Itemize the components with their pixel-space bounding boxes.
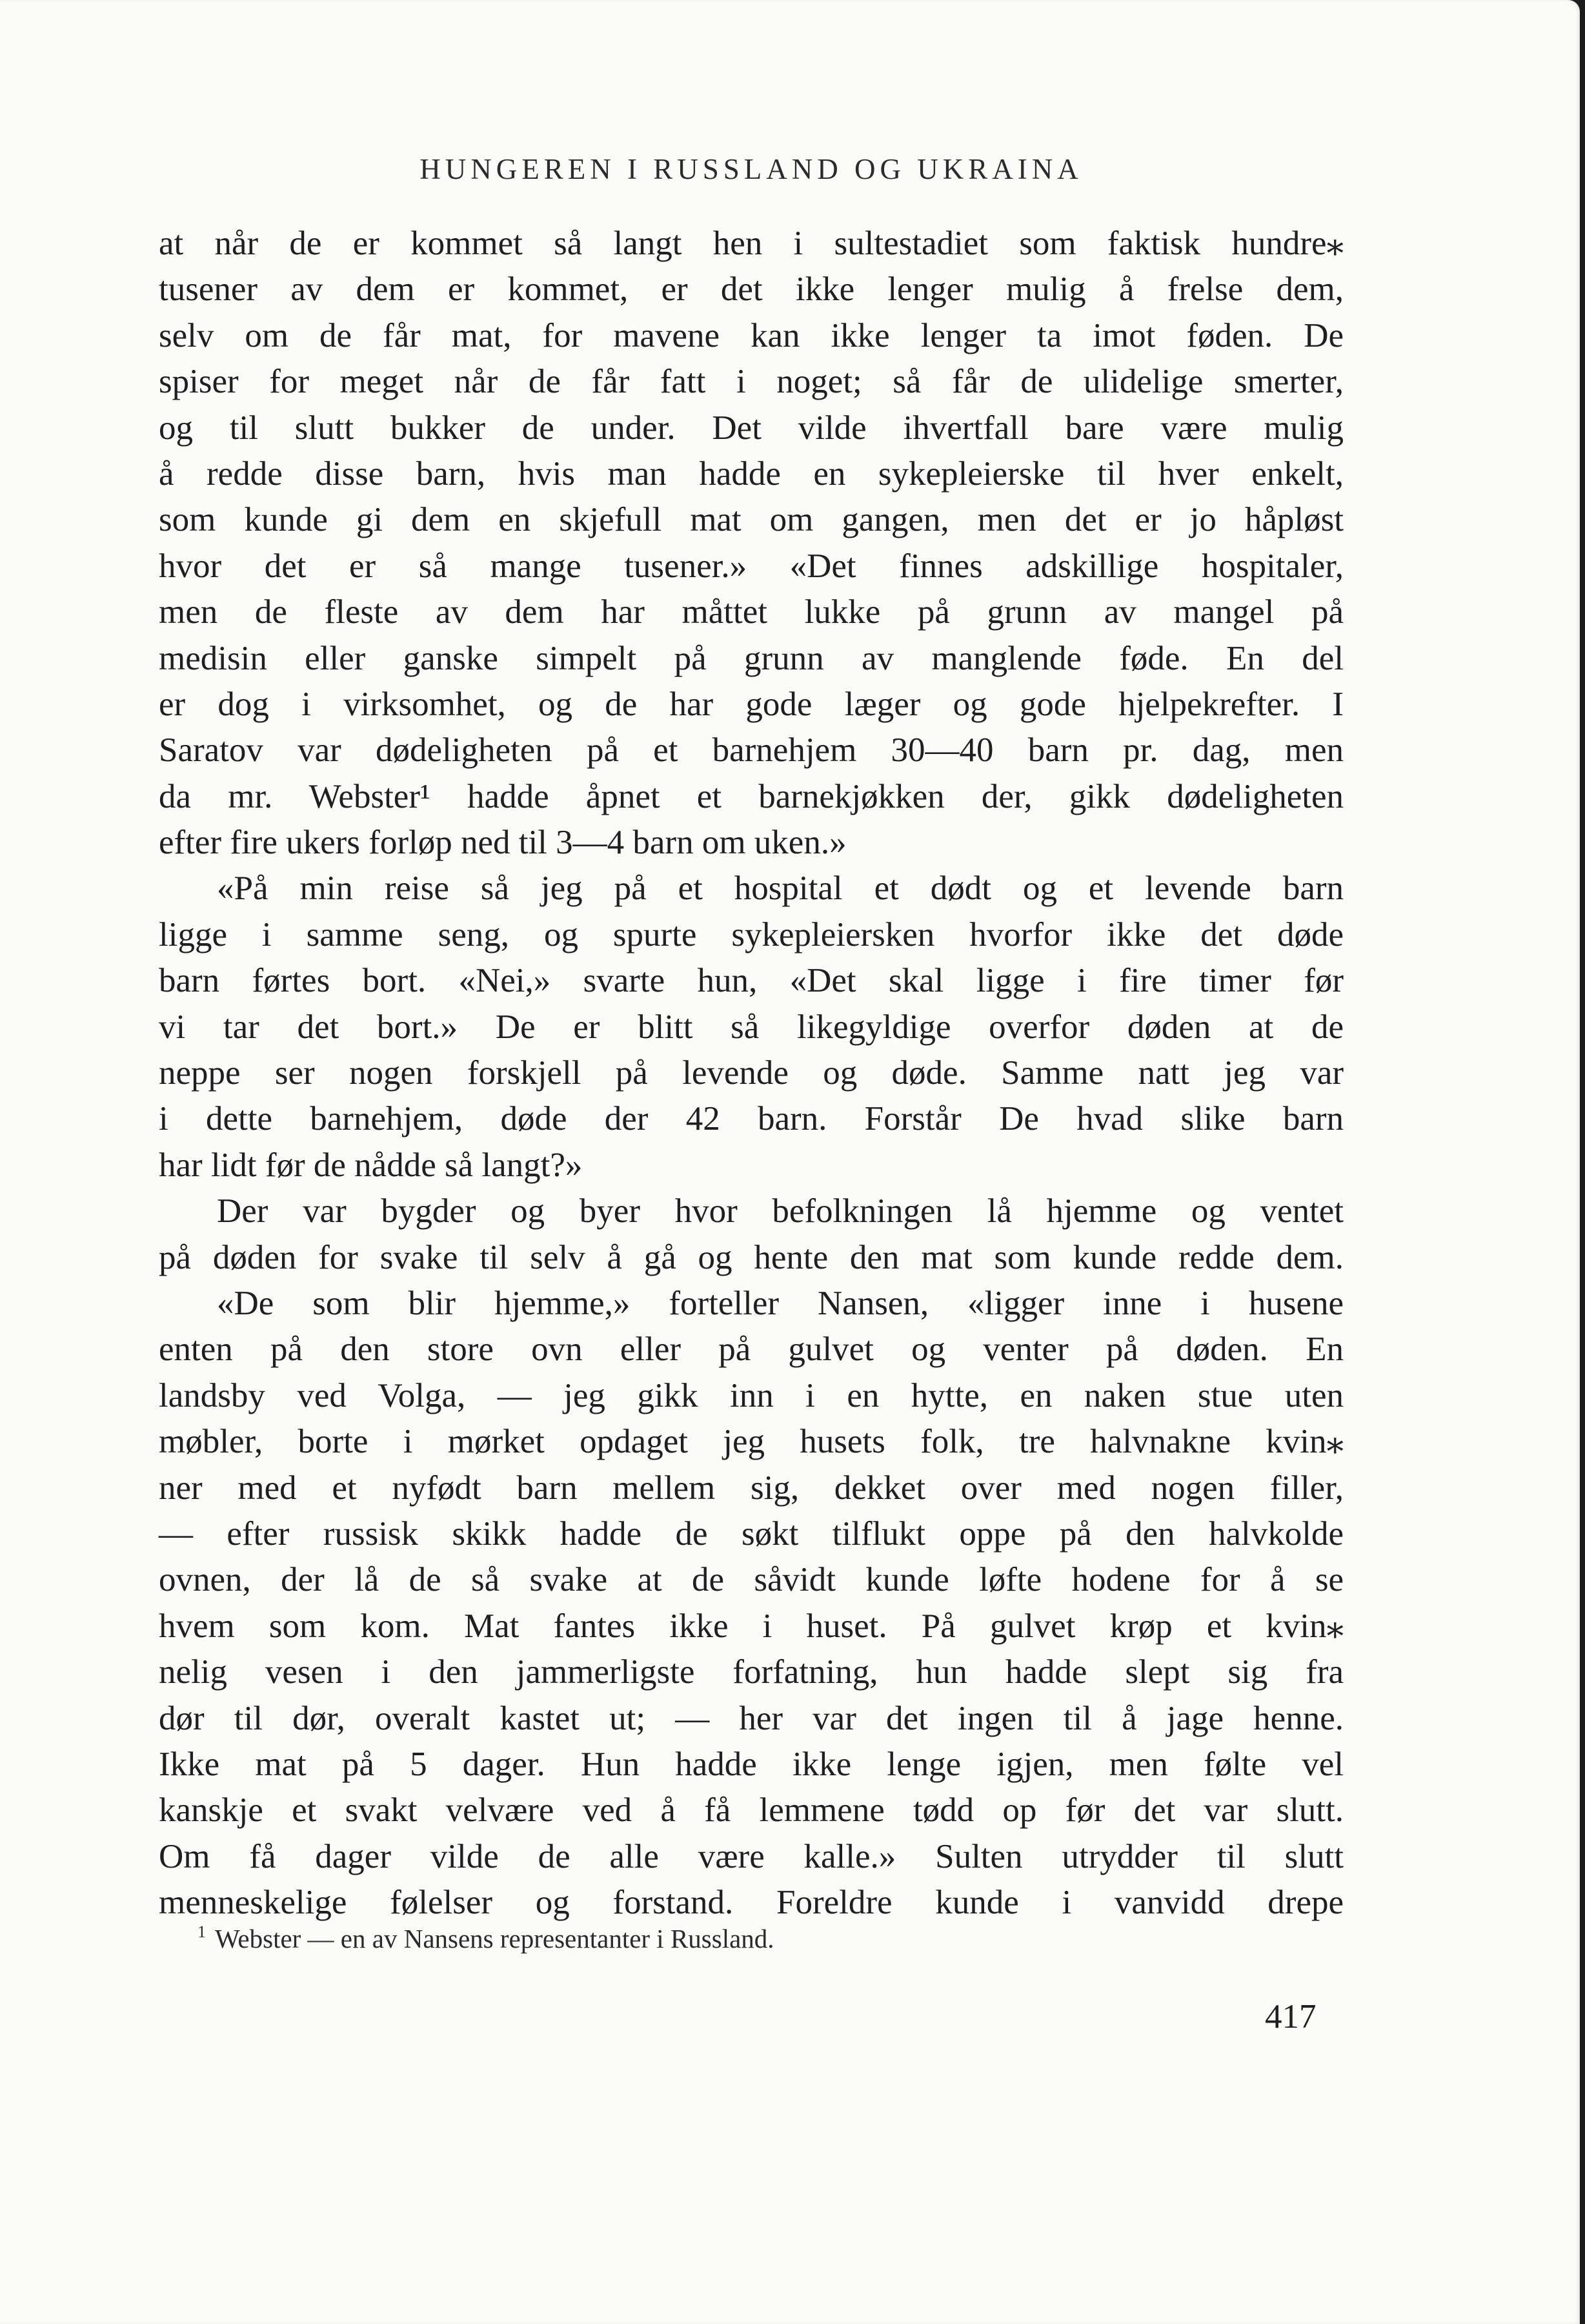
- text-line: Der var bygder og byer hvor befolkningen lå hjemme og ventet: [217, 1192, 1344, 1230]
- text-line: Saratov var dødeligheten på et barnehjem 30—40 barn pr. dag, men: [159, 731, 1344, 770]
- text-line: å redde disse barn, hvis man hadde en sykepleierske til hver enkelt,: [159, 454, 1344, 493]
- text-line: tusener av dem er kommet, er det ikke lenger mulig å frelse dem,: [159, 270, 1344, 309]
- footnote-marker: 1: [197, 1922, 206, 1941]
- text-line: medisin eller ganske simpelt på grunn av manglende føde. En del: [159, 639, 1344, 677]
- text-line: da mr. Webster¹ hadde åpnet et barnekjøkken der, gikk dødeligheten: [159, 777, 1344, 815]
- text-line: «På min reise så jeg på et hospital et dødt og et levende barn: [217, 870, 1344, 908]
- text-line: menneskelige følelser og forstand. Foreldre kunde i vanvidd drepe: [159, 1884, 1344, 1922]
- text-line: at når de er kommet så langt hen i sultestadiet som faktisk hundre⁎: [159, 225, 1344, 262]
- text-line: barn førtes bort. «Nei,» svarte hun, «Det skal ligge i fire timer før: [159, 962, 1344, 1000]
- text-line: ovnen, der lå de så svake at de såvidt kunde løfte hodene for å se: [159, 1561, 1344, 1599]
- text-line: enten på den store ovn eller på gulvet og venter på døden. En: [159, 1330, 1344, 1369]
- text-line: møbler, borte i mørket opdaget jeg husets folk, tre halvnakne kvin⁎: [159, 1423, 1344, 1461]
- running-header: HUNGEREN I RUSSLAND OG UKRAINA: [419, 153, 1083, 185]
- text-line: nelig vesen i den jammerligste forfatning, hun hadde slept sig fra: [159, 1653, 1344, 1691]
- text-line: som kunde gi dem en skjefull mat om gangen, men det er jo håpløst: [159, 501, 1344, 539]
- text-line: efter fire ukers forløp ned til 3—4 barn om uken.»: [159, 824, 847, 862]
- page-number: 417: [1265, 1998, 1317, 2035]
- text-line: kanskje et svakt velvære ved å få lemmene tødd op før det var slutt.: [159, 1791, 1344, 1830]
- text-line: spiser for meget når de får fatt i noget; så får de ulidelige smerter,: [159, 363, 1344, 401]
- text-line: men de fleste av dem har måttet lukke på grunn av mangel på: [159, 593, 1344, 631]
- text-line: på døden for svake til selv å gå og hente den mat som kunde redde dem.: [159, 1238, 1344, 1276]
- text-line: Ikke mat på 5 dager. Hun hadde ikke lenge igjen, men følte vel: [159, 1745, 1344, 1783]
- text-line: hvor det er så mange tusener.» «Det finnes adskillige hospitaler,: [159, 547, 1344, 585]
- text-line: landsby ved Volga, — jeg gikk inn i en hytte, en naken stue uten: [159, 1376, 1344, 1414]
- text-line: ligge i samme seng, og spurte sykepleiersken hvorfor ikke det døde: [159, 915, 1344, 953]
- text-line: har lidt før de nådde så langt?»: [159, 1146, 583, 1184]
- text-line: vi tar det bort.» De er blitt så likegyldige overfor døden at de: [159, 1008, 1344, 1046]
- text-line: Om få dager vilde de alle være kalle.» Sulten utrydder til slutt: [159, 1837, 1344, 1875]
- text-line: er dog i virksomhet, og de har gode læger og gode hjelpekrefter. I: [159, 685, 1344, 723]
- text-line: neppe ser nogen forskjell på levende og døde. Samme natt jeg var: [159, 1054, 1344, 1092]
- body-text: [159, 221, 1344, 1926]
- text-line: — efter russisk skikk hadde de søkt tilflukt oppe på den halvkolde: [159, 1514, 1344, 1553]
- text-line: ner med et nyfødt barn mellem sig, dekket over med nogen filler,: [159, 1469, 1344, 1507]
- text-line: selv om de får mat, for mavene kan ikke lenger ta imot føden. De: [159, 316, 1344, 354]
- text-line: hvem som kom. Mat fantes ikke i huset. På gulvet krøp et kvin⁎: [159, 1607, 1344, 1645]
- text-line: dør til dør, overalt kastet ut; — her var det ingen til å jage henne.: [159, 1699, 1344, 1737]
- footnote-text: Webster — en av Nansens representanter i Russland.: [215, 1924, 774, 1953]
- footnote: [197, 1922, 774, 1954]
- text-line: «De som blir hjemme,» forteller Nansen, «ligger inne i husene: [217, 1284, 1344, 1322]
- text-line: i dette barnehjem, døde der 42 barn. Forstår De hvad slike barn: [159, 1100, 1344, 1138]
- text-line: og til slutt bukker de under. Det vilde ihvertfall bare være mulig: [159, 409, 1344, 447]
